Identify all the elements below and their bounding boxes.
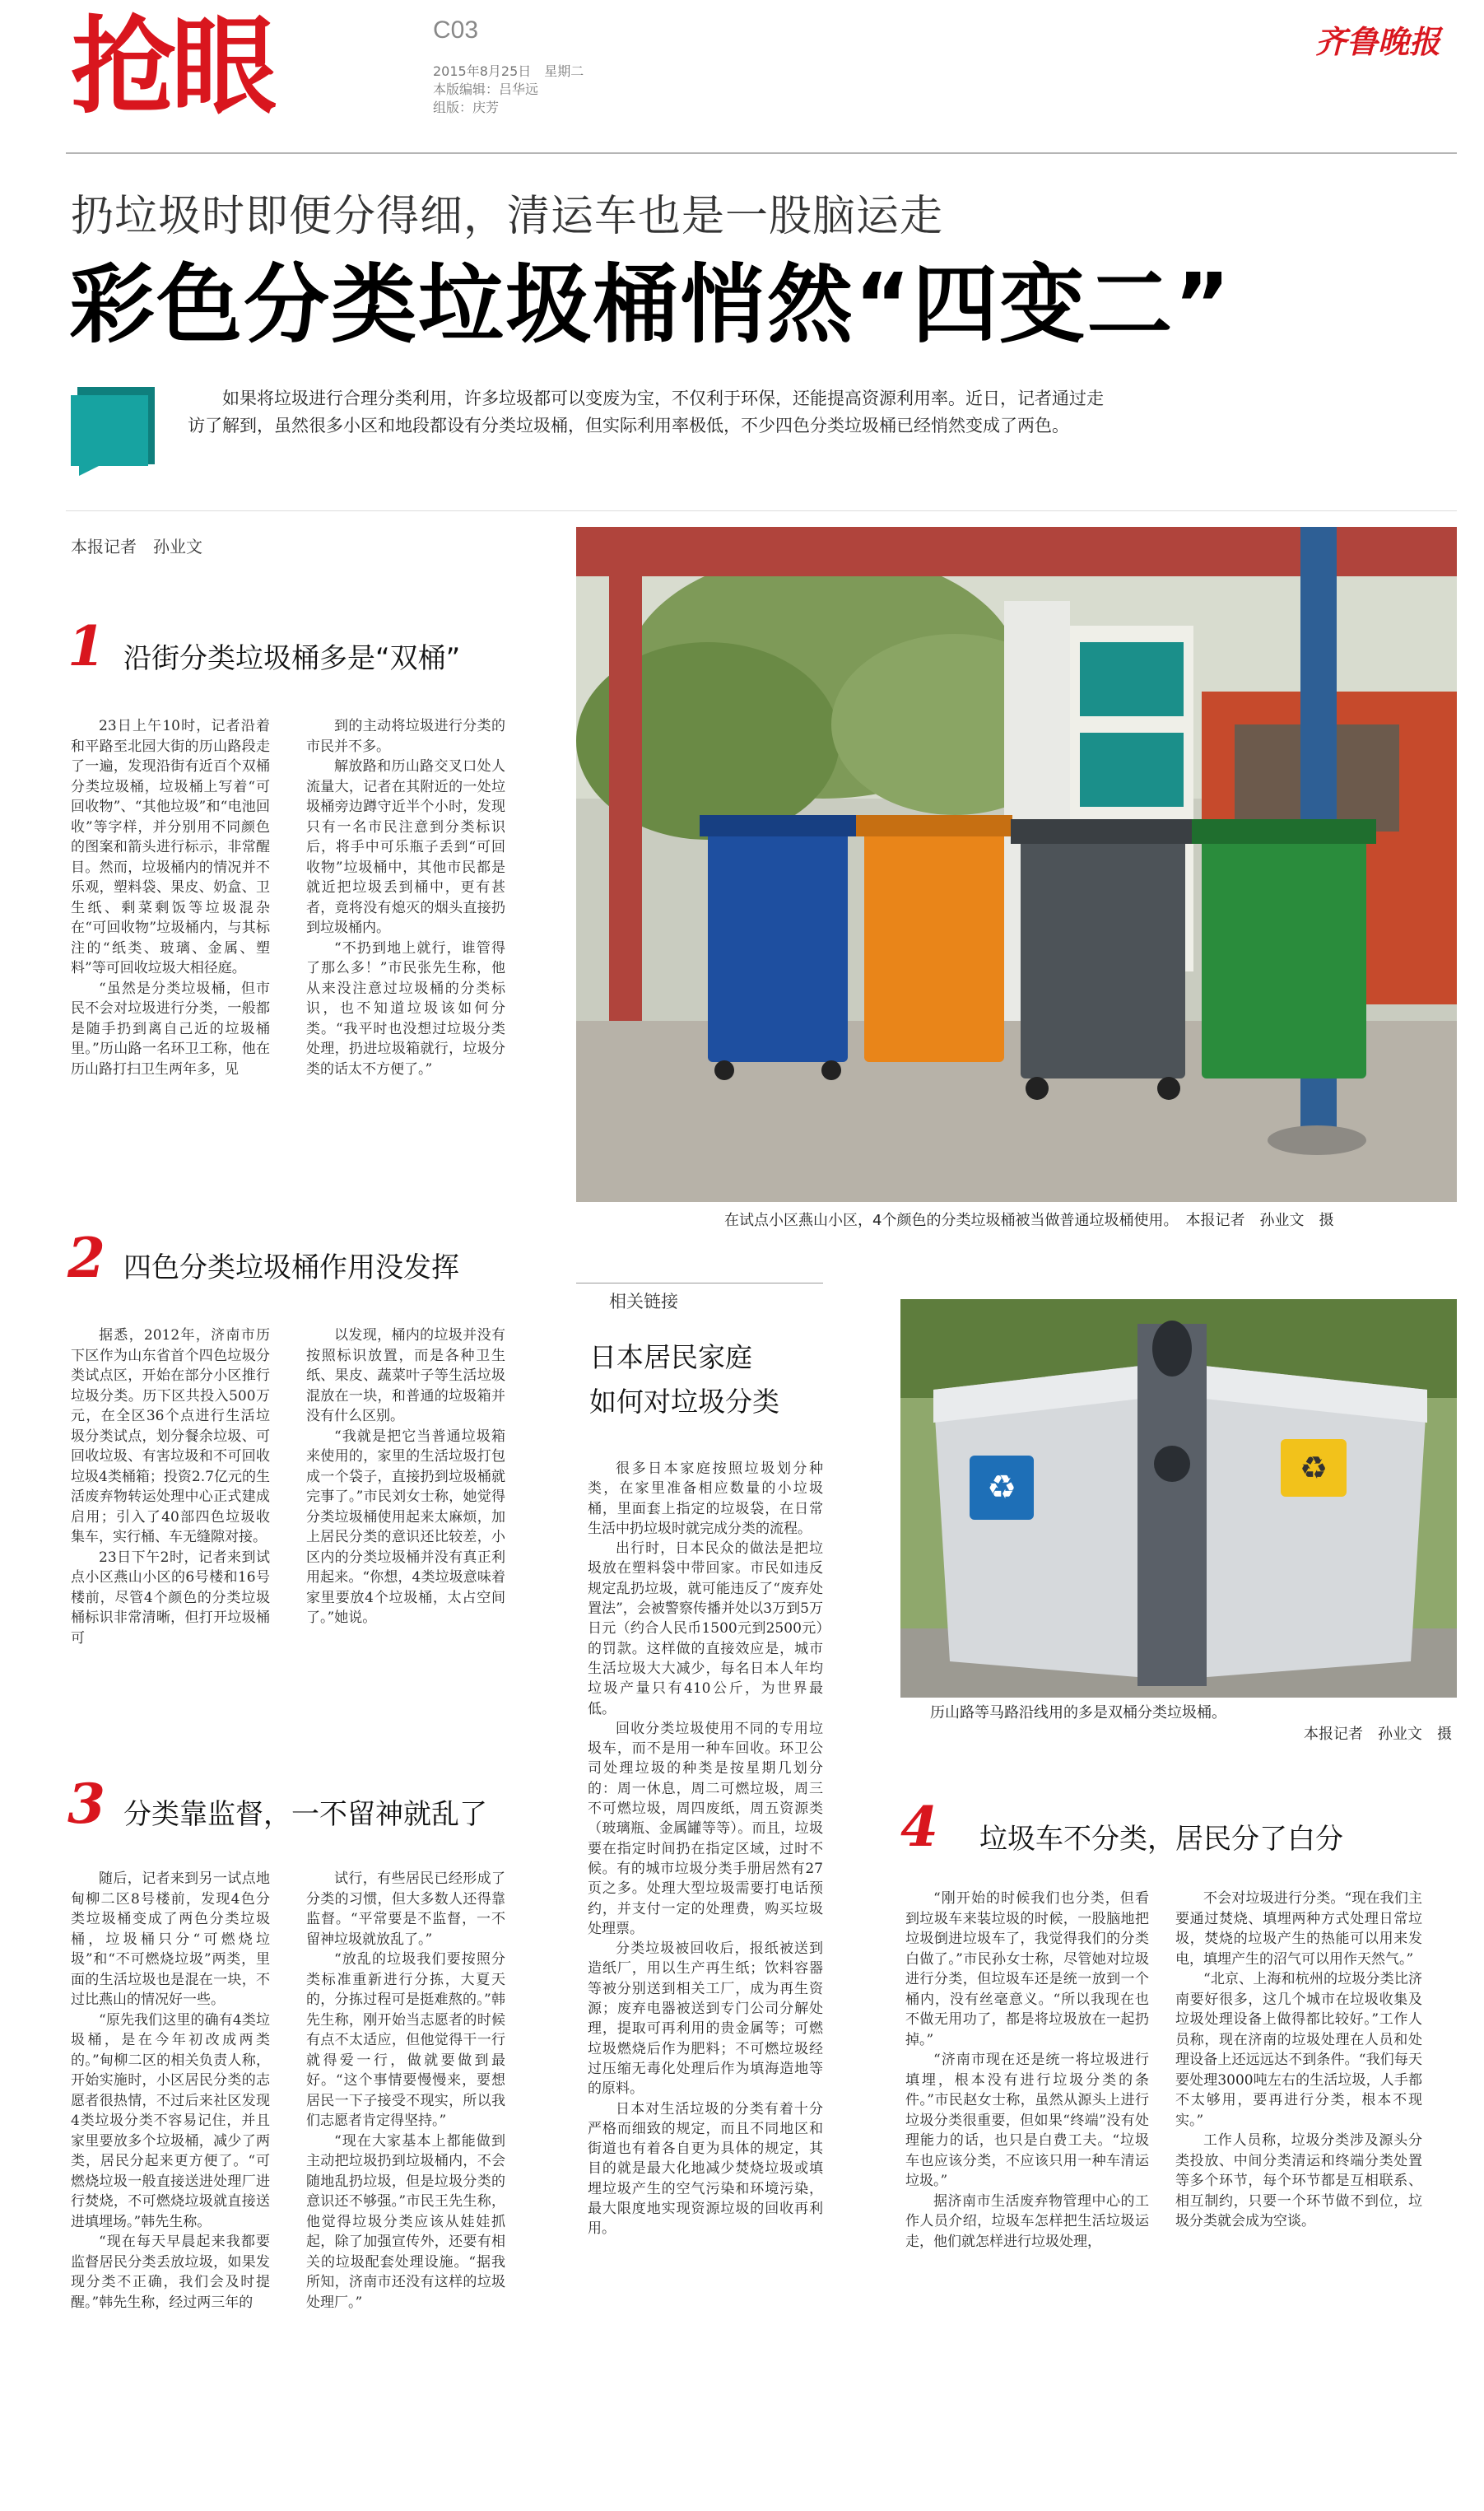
masthead-divider [66,152,1457,154]
sidebar-tag: 相关链接 [609,1292,678,1311]
article-subhead: 扔垃圾时即便分得细，清运车也是一股脑运走 [71,192,944,241]
paragraph: “刚开始的时候我们也分类，但看到垃圾车来装垃圾的时候，一股脑地把垃圾倒进垃圾车了，我觉得我们的分类白做了。”市民孙女士称，尽管她对垃圾进行分类，但垃圾车还是统一放到一个桶内，没有丝毫意义。“所以我现在也不做无用功了，都是将垃圾放在一起扔掉。” [905,1890,1149,2048]
section-title-2: 四色分类垃圾桶作用没发挥 [123,1251,459,1284]
section-3-column-2 [306,1869,505,2313]
paragraph: 23日下午2时，记者来到试点小区燕山小区的6号楼和16号楼前，尽管4个颜色的分类垃圾桶标识非常清晰，但打开垃圾桶可 [71,1549,270,1647]
issue-meta [433,63,584,117]
article-lead: 如果将垃圾进行合理分类利用，许多垃圾都可以变废为宝，不仅利于环保，还能提高资源利用率。近日，记者通过走访了解到，虽然很多小区和地段都设有分类垃圾桶，但实际利用率极低，不少四色分类垃圾桶已经悄然变成了两色。 [188,389,1104,436]
photo-2-caption [930,1703,1457,1745]
section-1-column-1 [71,716,270,1079]
paragraph: 回收分类垃圾使用不同的专用垃圾车，而不是用一种车回收。环卫公司处理垃圾的种类是按星期几划分的：周一休息，周二可燃垃圾，周三不可燃垃圾，周四废纸，周五资源类（玻璃瓶、金属罐等等）。而且，垃圾要在指定时间扔在指定区域，过时不候。有的城市垃圾分类手册居然有27页之多。处理大型垃圾需要打电话预约，并支付一定的处理费，购买垃圾处理票。 [588,1720,823,1937]
sidebar-tag-box [576,1283,823,1311]
paragraph: 据悉，2012年，济南市历下区作为山东省首个四色垃圾分类试点区，开始在部分小区推行垃圾分类。历下区共投入500万元，在全区36个点进行生活垃圾分类试点，划分餐余垃圾、可回收垃圾、有害垃圾和不可回收垃圾4类桶箱；投资2.7亿元的生活废弃物转运处理中心正式建成启用；引入了40部四色垃圾收集车，实行桶、车无缝隙对接。 [71,1327,270,1545]
paragraph: 到的主动将垃圾进行分类的市民并不多。 [306,718,505,755]
section-number-2: 2 [67,1226,105,1290]
paragraph: 分类垃圾被回收后，报纸被送到造纸厂，用以生产再生纸；饮料容器等被分别送到相关工厂，成为再生资源；废弃电器被送到专门公司分解处理，提取可再利用的贵金属等；可燃垃圾燃烧后作为肥料；不可燃垃圾经过压缩无毒化处理后作为填海造地等的原料。 [588,1940,823,2098]
newspaper-brand: 齐鲁晚报 [1315,23,1441,60]
section-number-4: 4 [900,1795,938,1859]
svg-text:♻: ♻ [987,1469,1016,1507]
sidebar-title [589,1335,779,1424]
section-number-3: 3 [67,1772,105,1836]
paragraph: 不会对垃圾进行分类。“现在我们主要通过焚烧、填埋两种方式处理日常垃圾，焚烧的垃圾产生的热能可以用来发电，填埋产生的沼气可以用作天然气。” [1175,1890,1422,1968]
paragraph: 工作人员称，垃圾分类涉及源头分类投放、中间分类清运和终端分类处置等多个环节，每个环节都是互相联系、相互制约，只要一个环节做不到位，垃圾分类就会成为空谈。 [1175,2132,1422,2229]
paragraph: “济南市现在还是统一将垃圾进行填埋，根本没有进行垃圾分类的条件。”市民赵女士称，虽然从源头上进行垃圾分类很重要，但如果“终端”没有处理能力的话，也只是白费工夫。“垃圾车也应该分类，不应该只用一种车清运垃圾。” [905,2052,1149,2189]
photo-1-caption: 在试点小区燕山小区，4个颜色的分类垃圾桶被当做普通垃圾桶使用。 本报记者 孙业文 摄 [724,1212,1334,1229]
paragraph: 以发现，桶内的垃圾并没有按照标识放置，而是各种卫生纸、果皮、蔬菜叶子等生活垃圾混放在一块，和普通的垃圾箱并没有什么区别。 [306,1327,505,1424]
paragraph: “放乱的垃圾我们要按照分类标准重新进行分拣，大夏天的，分拣过程可是挺难熬的。”韩先生称，刚开始当志愿者的时候有点不太适应，但他觉得干一行就得爱一行，做就要做到最好。“这个事情要慢慢来，要想居民一下子接受不现实，所以我们志愿者肯定得坚持。” [306,1951,505,2129]
paragraph: “原先我们这里的确有4类垃圾桶，是在今年初改成两类的。”甸柳二区的相关负责人称，开始实施时，小区居民分类的志愿者很热情，不过后来社区发现4类垃圾分类不容易记住，并且家里要放多个垃圾桶，减少了两类，居民分起来更方便了。“可燃烧垃圾一般直接送进处理厂进行焚烧，不可燃烧垃圾就直接送进填埋场。”韩先生称。 [71,2011,270,2230]
photo-double-bin [900,1299,1457,1698]
paragraph: “现在大家基本上都能做到主动把垃圾扔到垃圾桶内，不会随地乱扔垃圾，但是垃圾分类的意识还不够强。”市民王先生称，他觉得垃圾分类应该从娃娃抓起，除了加强宣传外，还要有相关的垃圾配套处理设施。“据我所知，济南市还没有这样的垃圾处理厂。” [306,2132,505,2311]
section-number-1: 1 [67,614,105,678]
section-title: 抢眼 [71,6,272,128]
paragraph: 很多日本家庭按照垃圾划分种类，在家里准备相应数量的小垃圾桶，里面套上指定的垃圾袋，在日常生活中扔垃圾时就完成分类的流程。 [588,1460,823,1537]
paragraph: “北京、上海和杭州的垃圾分类比济南要好很多，这几个城市在垃圾收集及垃圾处理设备上做得都比较好。”工作人员称，现在济南的垃圾处理在人员和处理设备上还远远达不到条件。“我们每天要处理3000吨左右的生活垃圾，人手都不太够用，要再进行分类，根本不现实。” [1175,1971,1422,2129]
photo-2-credit: 本报记者 孙业文 摄 [1304,1726,1452,1743]
issue-date: 2015年8月25日 星期二 [433,63,584,79]
paragraph: “不扔到地上就行，谁管得了那么多！”市民张先生称，他从来没注意过垃圾桶的分类标识，也不知道垃圾该如何分类。“我平时也没想过垃圾分类处理，扔进垃圾箱就行，垃圾分类的话太不方便了。” [306,939,505,1078]
page-layout-credit: 组版：庆芳 [433,100,500,115]
paragraph: “我就是把它当普通垃圾箱来使用的，家里的生活垃圾打包成一个袋子，直接扔到垃圾桶就完事了。”市民刘女士称，她觉得分类垃圾桶使用起来太麻烦，加上居民分类的意识还比较差，小区内的分类垃圾桶并没有真正利用起来。“你想，4类垃圾意味着家里要放4个垃圾桶，太占空间了。”她说。 [306,1428,505,1626]
paragraph: 解放路和历山路交叉口处人流量大，记者在其附近的一处垃圾桶旁边蹲守近半个小时，发现只有一名市民注意到分类标识后，将手中可乐瓶子丢到“可回收物”垃圾桶中，其他市民都是就近把垃圾丢到桶中，更有甚者，竟将没有熄灭的烟头直接扔到垃圾桶内。 [306,758,505,936]
paragraph: 出行时，日本民众的做法是把垃圾放在塑料袋中带回家。市民如违反规定乱扔垃圾，就可能违反了“废弃处置法”，会被警察传播并处以3万到5万日元（约合人民币1500元到2500元）的罚款。这样做的直接效应是，城市生活垃圾大大减少，每名日本人年均垃圾产量只有410公斤，为世界最低。 [588,1540,823,1717]
paragraph: 据济南市生活废弃物管理中心的工作人员介绍，垃圾车怎样把生活垃圾运走，他们就怎样进行垃圾处理， [905,2192,1149,2250]
paragraph: “虽然是分类垃圾桶，但市民不会对垃圾进行分类，一般都是随手扔到离自己近的垃圾桶里。”历山路一名环卫工称，他在历山路打扫卫生两年多，见 [71,980,270,1078]
paragraph: 23日上午10时，记者沿着和平路至北园大街的历山路段走了一遍，发现沿街有近百个双桶分类垃圾桶，垃圾桶上写着“可回收物”、“其他垃圾”和“电池回收”等字样，并分别用不同颜色的图案和箭头进行标示，非常醒目。然而，垃圾桶内的情况并不乐观，塑料袋、果皮、奶盒、卫生纸、剩菜剩饭等垃圾混杂在“可回收物”垃圾桶内，与其标注的“纸类、玻璃、金属、塑料”等可回收垃圾大相径庭。 [71,718,270,976]
sidebar-title-line-1: 日本居民家庭 [589,1341,752,1373]
section-3-column-1 [71,1869,270,2313]
section-title-3: 分类靠监督，一不留神就乱了 [123,1798,487,1831]
sidebar-body [588,1459,823,2239]
paragraph: 随后，记者来到另一试点地甸柳二区8号楼前，发现4色分类垃圾桶变成了两色分类垃圾桶，垃圾桶只分“可燃烧垃圾”和“不可燃烧垃圾”两类，里面的生活垃圾也是混在一块，不过比燕山的情况好一些。 [71,1870,270,2008]
photo-2-caption-text: 历山路等马路沿线用的多是双桶分类垃圾桶。 [930,1704,1226,1721]
sidebar-title-line-2: 如何对垃圾分类 [589,1386,779,1418]
article-headline: 彩色分类垃圾桶悄然“四变二” [69,254,1232,355]
section-4-column-1 [905,1889,1149,2252]
section-4-column-2 [1175,1889,1422,2232]
section-title-1: 沿街分类垃圾桶多是“双桶” [123,642,461,675]
paragraph: “现在每天早晨起来我都要监督居民分类丢放垃圾，如果发现分类不正确，我们会及时提醒。”韩先生称，经过两三年的 [71,2234,270,2311]
lead-icon [71,387,160,476]
svg-text:♻: ♻ [1299,1450,1328,1486]
paragraph: 日本对生活垃圾的分类有着十分严格而细致的规定，而且不同地区和街道也有着各自更为具体的规定，其目的就是最大化地减少焚烧垃圾或填埋垃圾产生的空气污染和环境污染，最大限度地实现资源垃圾的回收再利用。 [588,2100,823,2238]
lead-divider [66,510,1457,511]
paragraph: 试行，有些居民已经形成了分类的习惯，但大多数人还得靠监督。“平常要是不监督，一不留神垃圾就放乱了。” [306,1870,505,1948]
byline: 本报记者 孙业文 [71,537,202,557]
section-1-column-2 [306,716,505,1079]
page-code: C03 [433,16,479,44]
section-2-column-1 [71,1325,270,1648]
page-editor: 本版编辑：吕华远 [433,82,539,97]
section-2-column-2 [306,1325,505,1628]
section-title-4: 垃圾车不分类，居民分了白分 [979,1823,1343,1856]
photo-four-bins [576,527,1457,1202]
